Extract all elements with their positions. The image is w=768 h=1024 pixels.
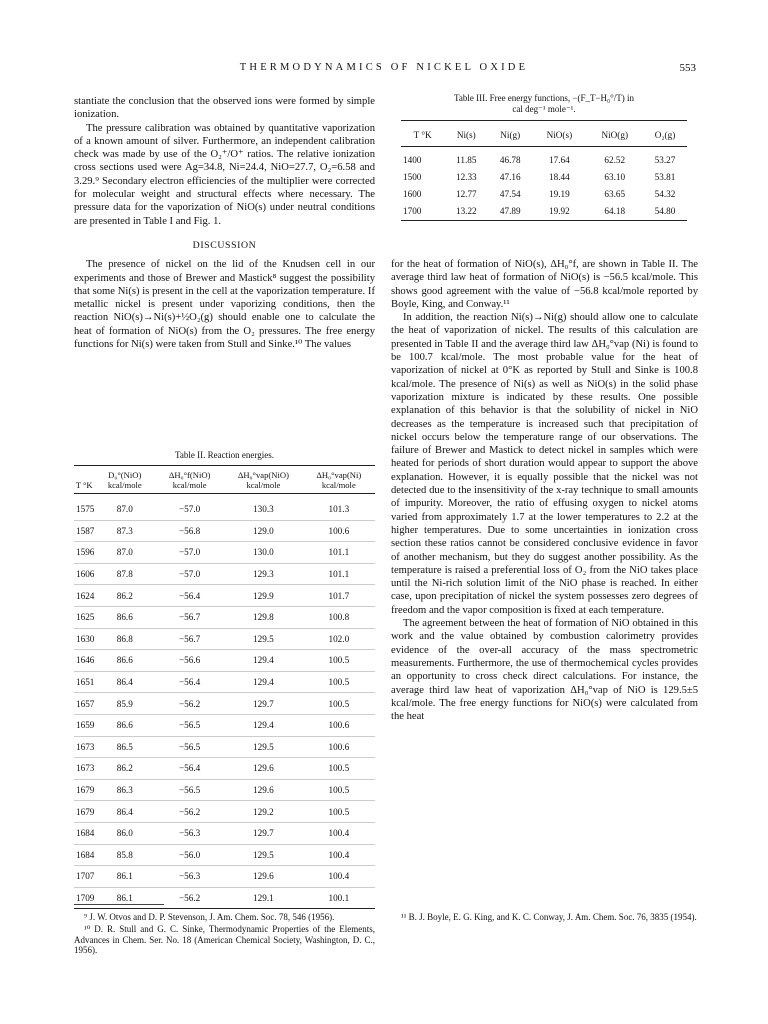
table-cell: 100.4 <box>303 822 375 844</box>
table-cell: 86.4 <box>94 801 155 823</box>
table-caption: Table III. Free energy functions, −(F_T−H₀°/T) in <box>453 93 635 103</box>
table-cell: 1707 <box>74 866 94 888</box>
table-cell: 86.6 <box>94 650 155 672</box>
table-cell: 85.9 <box>94 693 155 715</box>
table-cell: −56.0 <box>155 844 224 866</box>
table-cell: 129.7 <box>224 693 303 715</box>
table-cell: 1684 <box>74 844 94 866</box>
table-cell: −56.2 <box>155 801 224 823</box>
table-cell: 53.27 <box>654 155 676 165</box>
paragraph: The pressure calibration was obtained by quantitative vaporization of a known amount of silver. Furthermore, an independent calibration check was made by use of the O₂⁺/O⁺ ratios. The relative ionization cross sections used were Ag=34.8, Ni=24.4, NiO=27.7, O₂=6.58 and 3.29.⁹ Secondary electron efficiencies of the multiplier were corrected for molecular weight and structural effects where necessary. The pressure data for the vaporization of NiO(s) under neutral conditions are presented in Table I and Fig. 1. <box>74 122 375 227</box>
table-row <box>74 494 375 521</box>
table-cell: 100.8 <box>303 606 375 628</box>
table-cell: 85.8 <box>94 844 155 866</box>
free-energy-table <box>401 120 687 221</box>
right-column <box>391 258 698 723</box>
table-cell: 1659 <box>74 714 94 736</box>
table-cell: 86.5 <box>94 736 155 758</box>
table-cell: −56.7 <box>155 606 224 628</box>
table-cell: 129.1 <box>224 887 303 909</box>
column-header: T °K <box>74 466 94 494</box>
table-cell: 1624 <box>74 585 94 607</box>
table-cell: −56.5 <box>155 736 224 758</box>
table-cell: 129.9 <box>224 585 303 607</box>
table-cell: 47.89 <box>488 203 532 221</box>
table-cell: −56.3 <box>155 866 224 888</box>
table-cell: 87.0 <box>94 542 155 564</box>
table-cell: 100.6 <box>303 520 375 542</box>
table-cell: 86.6 <box>94 606 155 628</box>
table-cell: 101.3 <box>303 494 375 521</box>
table-cell: 100.5 <box>303 758 375 780</box>
table-cell: −57.0 <box>155 563 224 585</box>
table-cell: 1575 <box>74 494 94 521</box>
table-cell: 1709 <box>74 887 94 909</box>
table-row <box>74 714 375 736</box>
table-cell: 86.8 <box>94 628 155 650</box>
table-cell: 100.4 <box>303 844 375 866</box>
table-cell: 1625 <box>74 606 94 628</box>
table-cell: 129.4 <box>224 671 303 693</box>
column-header: D₀°(NiO) kcal/mole <box>94 466 155 494</box>
table-cell: 1651 <box>74 671 94 693</box>
table-cell: 86.1 <box>94 866 155 888</box>
table-cell: 87.8 <box>94 563 155 585</box>
table-cell: 1606 <box>74 563 94 585</box>
table-row <box>401 169 687 186</box>
table-cell: 129.0 <box>224 520 303 542</box>
table-row <box>74 671 375 693</box>
table-cell: 86.4 <box>94 671 155 693</box>
table-cell: −56.5 <box>155 714 224 736</box>
column-header: ΔH₀°vap(NiO) kcal/mole <box>224 466 303 494</box>
table-2 <box>74 450 375 909</box>
table-cell: 100.5 <box>303 779 375 801</box>
table-cell: 129.6 <box>224 866 303 888</box>
table-cell: 102.0 <box>303 628 375 650</box>
table-cell: −56.7 <box>155 628 224 650</box>
table-cell: 101.1 <box>303 563 375 585</box>
footnote-rule <box>74 904 164 905</box>
table-cell: 86.6 <box>94 714 155 736</box>
table-cell: 54.32 <box>654 189 676 199</box>
table-row <box>74 758 375 780</box>
table-row <box>74 606 375 628</box>
table-cell: −56.4 <box>155 585 224 607</box>
table-row <box>74 844 375 866</box>
table-cell: −56.8 <box>155 520 224 542</box>
section-heading: DISCUSSION <box>192 239 257 251</box>
table-cell: 64.18 <box>587 203 643 221</box>
table-row <box>74 585 375 607</box>
running-title: THERMODYNAMICS OF NICKEL OXIDE <box>239 62 529 73</box>
table-cell: 86.2 <box>94 585 155 607</box>
table-cell: 100.5 <box>303 801 375 823</box>
reaction-energies-table <box>74 465 375 909</box>
table-cell: 1400 <box>403 155 422 165</box>
table-cell: 47.16 <box>499 172 521 182</box>
column-header: T °K <box>401 121 444 147</box>
table-cell: 129.5 <box>224 736 303 758</box>
table-cell: 63.10 <box>604 172 626 182</box>
column-header: NiO(s) <box>532 121 586 147</box>
table-caption: Table II. Reaction energies. <box>175 450 274 460</box>
table-cell: 62.52 <box>604 155 626 165</box>
page-header <box>0 62 768 78</box>
table-caption-units: cal deg⁻¹ mole⁻¹. <box>512 104 576 114</box>
table-cell: 129.5 <box>224 628 303 650</box>
table-cell: 129.4 <box>224 650 303 672</box>
table-cell: 54.80 <box>643 203 687 221</box>
table-row <box>74 866 375 888</box>
table-cell: 129.4 <box>224 714 303 736</box>
table-cell: 100.6 <box>303 736 375 758</box>
table-cell: 1700 <box>401 203 444 221</box>
table-cell: 1587 <box>74 520 94 542</box>
table-cell: 86.2 <box>94 758 155 780</box>
table-cell: 86.3 <box>94 779 155 801</box>
table-cell: −56.5 <box>155 779 224 801</box>
table-row <box>401 186 687 203</box>
table-cell: 129.7 <box>224 822 303 844</box>
table-row <box>401 203 687 221</box>
table-cell: 87.0 <box>94 494 155 521</box>
footnote-9: ⁹ J. W. Otvos and D. P. Stevenson, J. Am. Chem. Soc. 78, 546 (1956). <box>84 912 335 922</box>
table-cell: 1630 <box>74 628 94 650</box>
paragraph: stantiate the conclusion that the observed ions were formed by simple ionization. <box>74 96 375 121</box>
left-column <box>74 95 375 351</box>
column-header: ΔH₀°f(NiO) kcal/mole <box>155 466 224 494</box>
table-cell: −56.4 <box>155 671 224 693</box>
table-cell: 13.22 <box>444 203 488 221</box>
column-header: NiO(g) <box>587 121 643 147</box>
table-cell: 19.92 <box>532 203 586 221</box>
table-cell: 100.5 <box>303 693 375 715</box>
table-cell: 86.1 <box>94 887 155 909</box>
table-cell: 129.3 <box>224 563 303 585</box>
table-cell: 129.6 <box>224 758 303 780</box>
paragraph: In addition, the reaction Ni(s)→Ni(g) should allow one to calculate the heat of vaporization of nickel. The results of this calculation are presented in Table II and the average third law ΔH₀°vap (Ni) is found to be 100.7 kcal/mole. The most probable value for the heat of vaporization of nickel at 0°K as reported by Stull and Sinke is 100.8 kcal/mole. The presence of Ni(s) as well as NiO(s) in the solid phase vaporization mixture is indicated by these results. One possible explanation of this behavior is that the solubility of nickel in NiO decreases as the temperature is increased such that precipitation of nickel occurs below the temperature range of our observations. The failure of Brewer and Mastick to detect nickel in samples which were heated for periods of short duration would appear to support the above explanation. However, it is equally possible that the nickel was not detected due to the insensitivity of the x-ray technique to small amounts of impurity. Moreover, the ratio of effusing oxygen to nickel atoms varied from approximately 1.7 at the lower temperatures to 2.2 at the higher temperatures. Due to some uncertainties in ionization cross section these ratios cannot be considered conclusive evidence in favor of another mechanism, but they do suggest another possibility. As the temperature is raised a preferential loss of O₂ from the NiO takes place until the Ni-rich solution limit of the NiO phase is reached. In either case, upon precipitation of nickel the system possesses zero degrees of freedom and the vapor composition is fixed at each temperature. <box>391 312 698 616</box>
table-cell: 1684 <box>74 822 94 844</box>
footnotes-right <box>391 912 698 924</box>
table-row <box>74 693 375 715</box>
footnotes-left <box>74 912 375 957</box>
table-cell: 18.44 <box>549 172 570 182</box>
table-cell: 53.81 <box>654 172 676 182</box>
table-cell: 129.5 <box>224 844 303 866</box>
table-row <box>74 887 375 909</box>
table-cell: 86.0 <box>94 822 155 844</box>
table-row <box>74 520 375 542</box>
table-row <box>74 779 375 801</box>
table-row <box>74 542 375 564</box>
table-cell: 1679 <box>74 779 94 801</box>
column-header: Ni(g) <box>488 121 532 147</box>
table-cell: 100.1 <box>303 887 375 909</box>
table-cell: 1500 <box>403 172 422 182</box>
table-cell: 100.5 <box>303 650 375 672</box>
table-cell: 101.7 <box>303 585 375 607</box>
table-cell: −56.6 <box>155 650 224 672</box>
footnote-10: ¹⁰ D. R. Stull and G. C. Sinke, Thermodynamic Properties of the Elements, Advances in Chem. Ser. No. 18 (American Chemical Society, Washington, D. C., 1956). <box>74 923 375 956</box>
table-cell: 87.3 <box>94 520 155 542</box>
column-header: O₂(g) <box>643 121 687 147</box>
table-cell: 1673 <box>74 736 94 758</box>
table-cell: 1600 <box>403 189 422 199</box>
table-row <box>74 650 375 672</box>
table-row <box>74 736 375 758</box>
column-header: ΔH₀°vap(Ni) kcal/mole <box>303 466 375 494</box>
column-header: Ni(s) <box>444 121 488 147</box>
table-cell: −56.4 <box>155 758 224 780</box>
table-cell: 47.54 <box>499 189 521 199</box>
table-3 <box>401 93 687 221</box>
table-cell: 46.78 <box>499 155 521 165</box>
table-cell: −56.3 <box>155 822 224 844</box>
table-cell: −56.2 <box>155 693 224 715</box>
table-cell: −56.2 <box>155 887 224 909</box>
table-cell: 1596 <box>74 542 94 564</box>
table-cell: 100.5 <box>303 671 375 693</box>
table-cell: 11.85 <box>456 155 477 165</box>
table-cell: 12.33 <box>455 172 477 182</box>
table-cell: −57.0 <box>155 494 224 521</box>
table-cell: 100.6 <box>303 714 375 736</box>
table-cell: 100.4 <box>303 866 375 888</box>
page-number: 553 <box>679 62 696 74</box>
table-cell: −57.0 <box>155 542 224 564</box>
footnote-11: ¹¹ B. J. Boyle, E. G. King, and K. C. Conway, J. Am. Chem. Soc. 76, 3835 (1954). <box>401 912 697 922</box>
table-cell: 129.2 <box>224 801 303 823</box>
table-cell: 101.1 <box>303 542 375 564</box>
table-cell: 1673 <box>74 758 94 780</box>
paragraph: The presence of nickel on the lid of the Knudsen cell in our experiments and those of Brewer and Mastick⁸ suggest the possibility that some Ni(s) is present in the cell at the vaporization temperature. If metallic nickel is present under vaporizing conditions, then the reaction NiO(s)→Ni(s)+½O₂(g) should enable one to calculate the heat of formation of NiO(s) from the O₂ pressures. The free energy functions for Ni(s) were taken from Stull and Sinke.¹⁰ The values <box>74 259 375 351</box>
table-cell: 17.64 <box>549 155 570 165</box>
table-row <box>74 822 375 844</box>
table-cell: 129.8 <box>224 606 303 628</box>
table-row <box>74 628 375 650</box>
table-cell: 19.19 <box>549 189 570 199</box>
table-cell: 12.77 <box>455 189 477 199</box>
table-cell: 1657 <box>74 693 94 715</box>
table-cell: 1646 <box>74 650 94 672</box>
table-row <box>74 801 375 823</box>
table-row <box>401 147 687 170</box>
paragraph: The agreement between the heat of formation of NiO obtained in this work and the value obtained by combustion calorimetry provides evidence of the over-all accuracy of the mass spectrometric measurements. Furthermore, the use of thermochemical cycles provides an opportunity to cross check direct calculations. For instance, the average third law heat of vaporization ΔH₀°vap of NiO is 129.5±5 kcal/mole. The free energy functions for NiO(s) were calculated from the heat <box>391 618 698 723</box>
paragraph: for the heat of formation of NiO(s), ΔH₀°f, are shown in Table II. The average third law heat of formation of NiO(s) is −56.5 kcal/mole. This shows good agreement with the value of −56.8 kcal/mole reported by Boyle, King, and Conway.¹¹ <box>391 259 698 310</box>
table-cell: 63.65 <box>604 189 626 199</box>
table-cell: 130.3 <box>224 494 303 521</box>
table-cell: 1679 <box>74 801 94 823</box>
table-row <box>74 563 375 585</box>
table-cell: 129.6 <box>224 779 303 801</box>
table-cell: 130.0 <box>224 542 303 564</box>
